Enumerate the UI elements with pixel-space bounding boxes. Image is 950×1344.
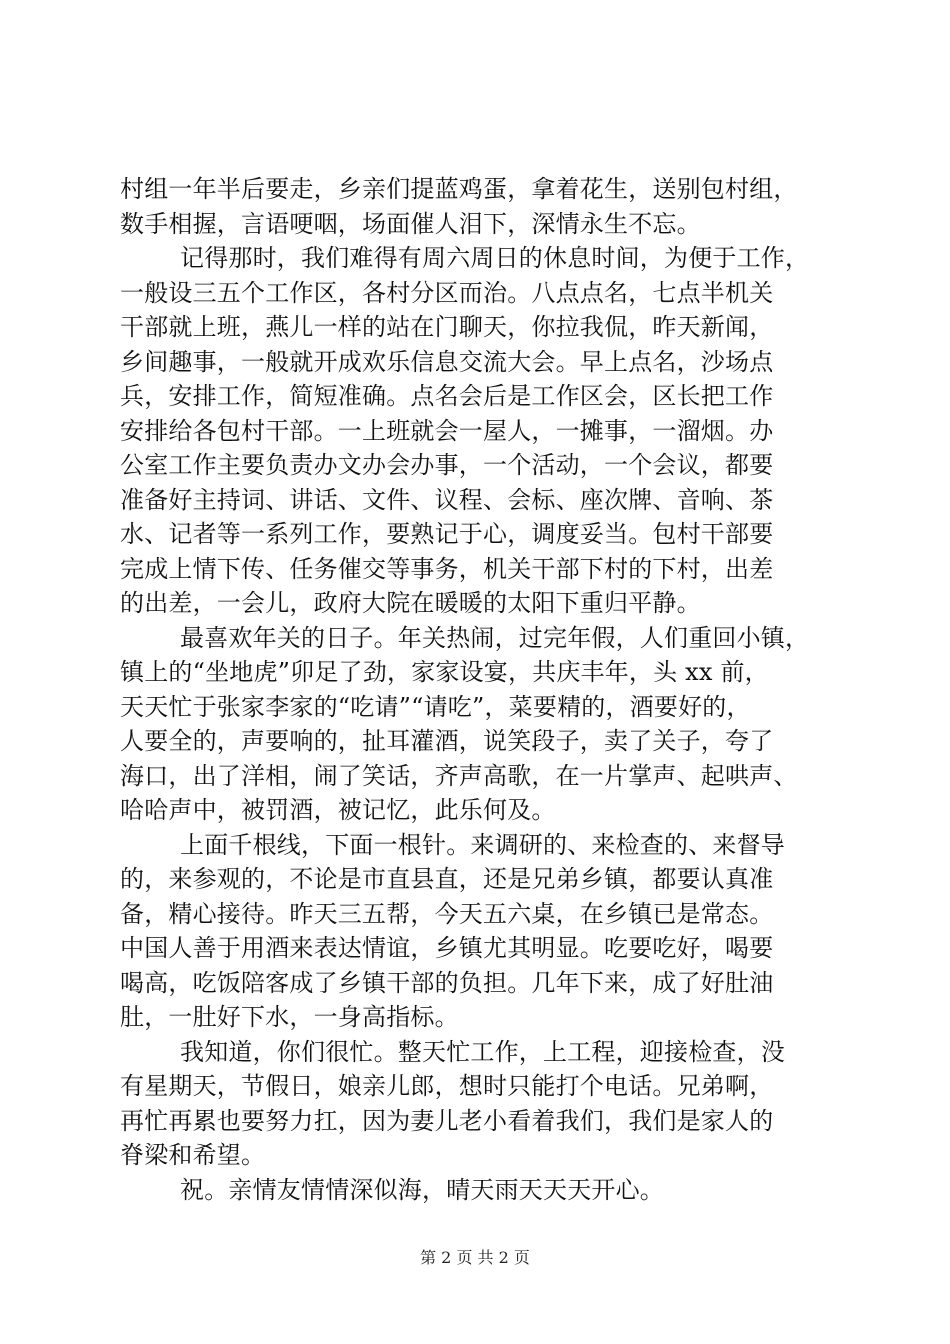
text-line: 喝高，吃饭陪客成了乡镇干部的负担。几年下来，成了好肚油 — [120, 968, 774, 997]
text-line: 肚，一肚好下水，一身高指标。 — [120, 1003, 459, 1031]
page-footer: 第 2 页 共 2 页 — [420, 1248, 530, 1267]
text-line: 一般设三五个工作区，各村分区而治。八点点名，七点半机关 — [120, 278, 774, 307]
text-line: 安排给各包村干部。一上班就会一屋人，一摊事，一溜烟。办 — [120, 416, 774, 445]
text-line: 乡间趣事，一般就开成欢乐信息交流大会。早上点名，沙场点 — [120, 347, 774, 376]
text-line: 海口，出了洋相，闹了笑话，齐声高歌，在一片掌声、起哄声、 — [120, 761, 798, 790]
text-line: 的，来参观的，不论是市直县直，还是兄弟乡镇，都要认真准 — [120, 865, 774, 893]
text-line: 备，精心接待。昨天三五帮，今天五六桌，在乡镇已是常态。 — [120, 899, 774, 928]
text-line: 记得那时，我们难得有周六周日的休息时间，为便于工作， — [180, 244, 810, 272]
text-line: 完成上情下传、任务催交等事务，机关干部下村的下村，出差 — [120, 554, 774, 583]
text-line: 最喜欢年关的日子。年关热闹，过完年假，人们重回小镇， — [180, 623, 810, 652]
document-body — [120, 172, 840, 1207]
text-line: 我知道，你们很忙。整天忙工作，上工程，迎接检查，没 — [180, 1037, 785, 1066]
text-line: 上面千根线，下面一根针。来调研的、来检查的、来督导 — [180, 830, 785, 859]
text-line: 祝。亲情友情情深似海，晴天雨天天天开心。 — [180, 1175, 664, 1204]
text-line: 中国人善于用酒来表达情谊，乡镇尤其明显。吃要吃好，喝要 — [120, 934, 774, 962]
text-line: 数手相握，言语哽咽，场面催人泪下，深情永生不忘。 — [120, 209, 701, 238]
text-line: 准备好主持词、讲话、文件、议程、会标、座次牌、音响、茶 — [120, 485, 774, 514]
text-line: 干部就上班，燕儿一样的站在门聊天，你拉我侃，昨天新闻， — [120, 313, 774, 341]
text-line: 哈哈声中，被罚酒，被记忆，此乐何及。 — [120, 796, 556, 824]
text-line: 镇上的“坐地虎”卯足了劲，家家设宴，共庆丰年，头 xx 前， — [120, 658, 769, 686]
text-line: 公室工作主要负责办文办会办事，一个活动，一个会议，都要 — [120, 451, 774, 479]
text-line: 有星期天，节假日，娘亲儿郎，想时只能打个电话。兄弟啊， — [120, 1072, 774, 1100]
text-line: 天天忙于张家李家的“吃请”“请吃”，菜要精的，酒要好的， — [120, 692, 751, 721]
text-line: 再忙再累也要努力扛，因为妻儿老小看着我们，我们是家人的 — [120, 1106, 774, 1135]
text-line: 脊梁和希望。 — [120, 1141, 266, 1169]
text-line: 兵，安排工作，简短准确。点名会后是工作区会，区长把工作 — [120, 382, 774, 410]
text-line: 村组一年半后要走，乡亲们提蓝鸡蛋，拿着花生，送别包村组， — [120, 175, 798, 203]
text-line: 人要全的，声要响的，扯耳灌酒，说笑段子，卖了关子，夸了 — [120, 727, 774, 755]
text-line: 的出差，一会儿，政府大院在暖暖的太阳下重归平静。 — [120, 589, 701, 617]
text-line: 水、记者等一系列工作，要熟记于心，调度妥当。包村干部要 — [120, 520, 774, 548]
